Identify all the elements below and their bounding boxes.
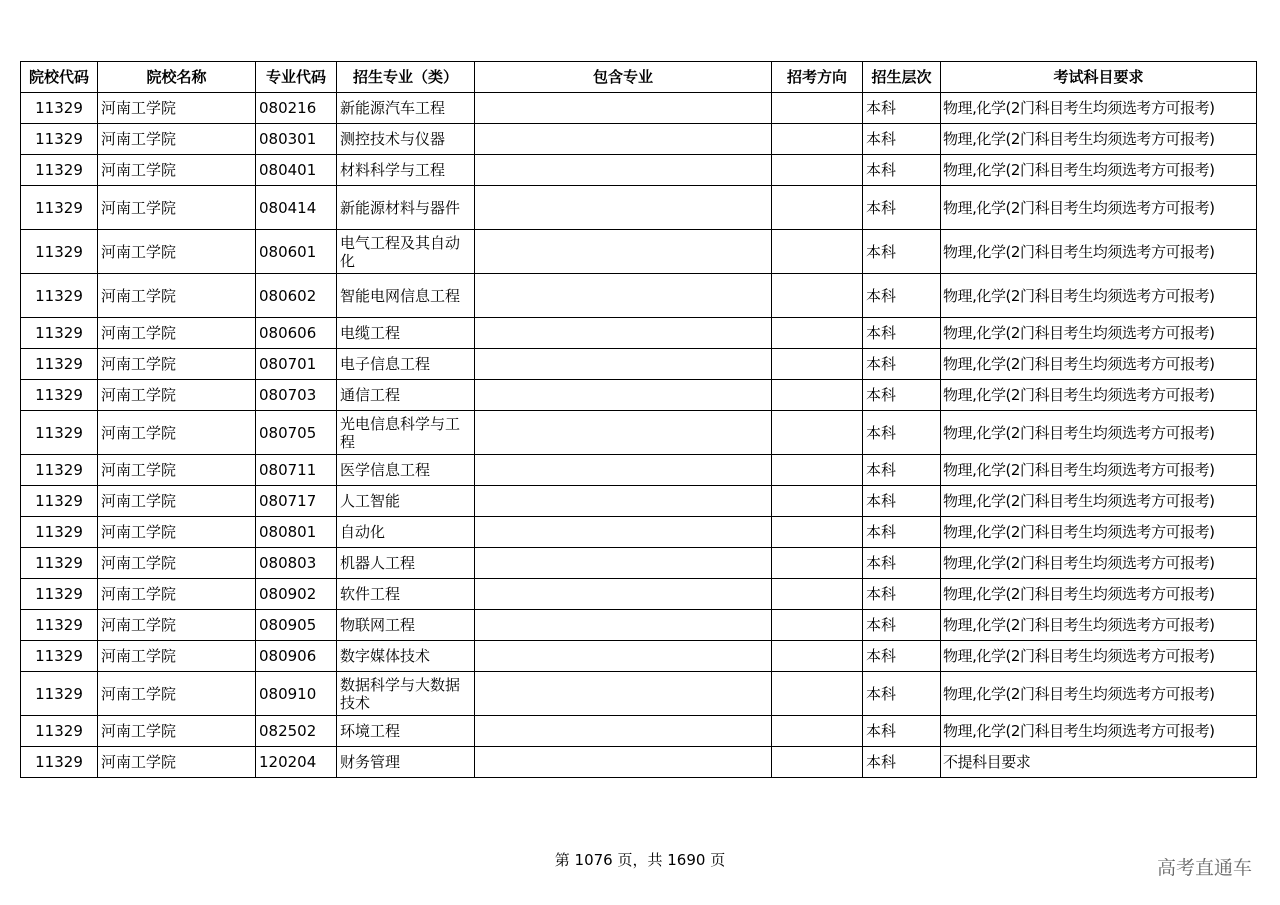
cell-subject-requirement: 物理,化学(2门科目考生均须选考方可报考) [941,548,1257,579]
cell-level: 本科 [863,349,941,380]
cell-subject-requirement: 物理,化学(2门科目考生均须选考方可报考) [941,93,1257,124]
enrollment-table [20,61,1257,778]
cell-major-code: 080414 [256,186,337,230]
table-row [21,672,1257,716]
cell-subject-requirement: 物理,化学(2门科目考生均须选考方可报考) [941,517,1257,548]
cell-school-name: 河南工学院 [98,641,256,672]
cell-direction [772,517,863,548]
cell-level: 本科 [863,517,941,548]
cell-included-majors [475,579,772,610]
cell-major-code: 080801 [256,517,337,548]
cell-major-code: 080401 [256,155,337,186]
cell-level: 本科 [863,641,941,672]
cell-included-majors [475,548,772,579]
cell-level: 本科 [863,672,941,716]
cell-major: 智能电网信息工程 [337,274,475,318]
cell-major: 光电信息科学与工程 [337,411,475,455]
cell-school-name: 河南工学院 [98,274,256,318]
cell-included-majors [475,641,772,672]
cell-included-majors [475,230,772,274]
cell-school-code: 11329 [21,579,98,610]
cell-direction [772,641,863,672]
cell-school-name: 河南工学院 [98,486,256,517]
header-level: 招生层次 [863,62,941,93]
cell-major-code: 080910 [256,672,337,716]
cell-included-majors [475,716,772,747]
cell-school-name: 河南工学院 [98,716,256,747]
table-row [21,349,1257,380]
cell-major: 数据科学与大数据技术 [337,672,475,716]
cell-included-majors [475,672,772,716]
cell-major-code: 082502 [256,716,337,747]
header-major-code: 专业代码 [256,62,337,93]
cell-major-code: 080601 [256,230,337,274]
cell-school-name: 河南工学院 [98,349,256,380]
table-header-row [21,62,1257,93]
table-row [21,124,1257,155]
cell-level: 本科 [863,124,941,155]
cell-school-code: 11329 [21,155,98,186]
cell-school-name: 河南工学院 [98,455,256,486]
cell-school-name: 河南工学院 [98,672,256,716]
cell-major: 机器人工程 [337,548,475,579]
cell-major-code: 080705 [256,411,337,455]
cell-school-name: 河南工学院 [98,610,256,641]
cell-school-code: 11329 [21,548,98,579]
cell-direction [772,230,863,274]
cell-subject-requirement: 物理,化学(2门科目考生均须选考方可报考) [941,486,1257,517]
cell-school-name: 河南工学院 [98,380,256,411]
cell-subject-requirement: 物理,化学(2门科目考生均须选考方可报考) [941,349,1257,380]
cell-direction [772,411,863,455]
cell-level: 本科 [863,486,941,517]
cell-subject-requirement: 物理,化学(2门科目考生均须选考方可报考) [941,318,1257,349]
cell-direction [772,610,863,641]
table-row [21,747,1257,778]
cell-major: 新能源材料与器件 [337,186,475,230]
cell-included-majors [475,155,772,186]
cell-school-code: 11329 [21,124,98,155]
cell-subject-requirement: 物理,化学(2门科目考生均须选考方可报考) [941,610,1257,641]
table-row [21,517,1257,548]
cell-school-name: 河南工学院 [98,548,256,579]
cell-level: 本科 [863,230,941,274]
cell-major-code: 080711 [256,455,337,486]
cell-included-majors [475,349,772,380]
cell-school-name: 河南工学院 [98,517,256,548]
table-row [21,579,1257,610]
cell-direction [772,716,863,747]
cell-school-code: 11329 [21,610,98,641]
cell-level: 本科 [863,716,941,747]
cell-major-code: 080216 [256,93,337,124]
cell-direction [772,486,863,517]
table-row [21,486,1257,517]
cell-level: 本科 [863,155,941,186]
cell-major: 电气工程及其自动化 [337,230,475,274]
cell-direction [772,93,863,124]
cell-level: 本科 [863,274,941,318]
cell-major: 测控技术与仪器 [337,124,475,155]
cell-major: 电子信息工程 [337,349,475,380]
cell-direction [772,318,863,349]
cell-subject-requirement: 物理,化学(2门科目考生均须选考方可报考) [941,274,1257,318]
table-row [21,93,1257,124]
cell-subject-requirement: 不提科目要求 [941,747,1257,778]
cell-major-code: 080602 [256,274,337,318]
cell-included-majors [475,747,772,778]
cell-subject-requirement: 物理,化学(2门科目考生均须选考方可报考) [941,186,1257,230]
header-subject-requirement: 考试科目要求 [941,62,1257,93]
header-direction: 招考方向 [772,62,863,93]
cell-subject-requirement: 物理,化学(2门科目考生均须选考方可报考) [941,230,1257,274]
cell-major: 新能源汽车工程 [337,93,475,124]
cell-direction [772,455,863,486]
cell-direction [772,380,863,411]
table-row [21,380,1257,411]
cell-direction [772,274,863,318]
cell-included-majors [475,93,772,124]
cell-school-code: 11329 [21,716,98,747]
cell-school-name: 河南工学院 [98,579,256,610]
cell-direction [772,672,863,716]
cell-school-code: 11329 [21,349,98,380]
cell-major: 物联网工程 [337,610,475,641]
cell-included-majors [475,124,772,155]
cell-school-code: 11329 [21,747,98,778]
cell-included-majors [475,274,772,318]
cell-direction [772,349,863,380]
cell-major-code: 120204 [256,747,337,778]
cell-school-name: 河南工学院 [98,747,256,778]
cell-direction [772,186,863,230]
cell-level: 本科 [863,318,941,349]
cell-school-code: 11329 [21,411,98,455]
cell-major: 自动化 [337,517,475,548]
table-row [21,230,1257,274]
cell-school-code: 11329 [21,93,98,124]
cell-school-code: 11329 [21,380,98,411]
table-row [21,610,1257,641]
cell-major: 软件工程 [337,579,475,610]
page-number: 第 1076 页，共 1690 页 [554,851,726,869]
cell-school-code: 11329 [21,455,98,486]
cell-level: 本科 [863,380,941,411]
cell-school-code: 11329 [21,641,98,672]
watermark: 高考直通车 [1156,857,1252,879]
cell-level: 本科 [863,411,941,455]
cell-direction [772,548,863,579]
cell-subject-requirement: 物理,化学(2门科目考生均须选考方可报考) [941,155,1257,186]
cell-major-code: 080803 [256,548,337,579]
cell-level: 本科 [863,455,941,486]
cell-major: 通信工程 [337,380,475,411]
cell-subject-requirement: 物理,化学(2门科目考生均须选考方可报考) [941,672,1257,716]
cell-level: 本科 [863,747,941,778]
cell-major-code: 080606 [256,318,337,349]
cell-direction [772,155,863,186]
cell-major: 电缆工程 [337,318,475,349]
header-school-name: 院校名称 [98,62,256,93]
cell-major: 人工智能 [337,486,475,517]
cell-major-code: 080301 [256,124,337,155]
cell-subject-requirement: 物理,化学(2门科目考生均须选考方可报考) [941,716,1257,747]
cell-subject-requirement: 物理,化学(2门科目考生均须选考方可报考) [941,455,1257,486]
table-row [21,641,1257,672]
cell-level: 本科 [863,579,941,610]
cell-school-name: 河南工学院 [98,411,256,455]
cell-major-code: 080701 [256,349,337,380]
cell-major: 财务管理 [337,747,475,778]
cell-included-majors [475,380,772,411]
cell-subject-requirement: 物理,化学(2门科目考生均须选考方可报考) [941,124,1257,155]
header-major: 招生专业（类） [337,62,475,93]
cell-subject-requirement: 物理,化学(2门科目考生均须选考方可报考) [941,411,1257,455]
cell-major: 环境工程 [337,716,475,747]
cell-major: 数字媒体技术 [337,641,475,672]
cell-major-code: 080902 [256,579,337,610]
cell-school-code: 11329 [21,318,98,349]
cell-included-majors [475,517,772,548]
cell-major-code: 080717 [256,486,337,517]
header-school-code: 院校代码 [21,62,98,93]
cell-school-code: 11329 [21,230,98,274]
cell-school-code: 11329 [21,486,98,517]
header-included-majors: 包含专业 [475,62,772,93]
cell-major: 医学信息工程 [337,455,475,486]
cell-school-name: 河南工学院 [98,318,256,349]
table-row [21,274,1257,318]
cell-level: 本科 [863,93,941,124]
cell-major-code: 080905 [256,610,337,641]
cell-included-majors [475,186,772,230]
table-row [21,455,1257,486]
cell-included-majors [475,318,772,349]
cell-subject-requirement: 物理,化学(2门科目考生均须选考方可报考) [941,641,1257,672]
table-row [21,548,1257,579]
cell-school-name: 河南工学院 [98,230,256,274]
cell-level: 本科 [863,610,941,641]
cell-included-majors [475,610,772,641]
cell-included-majors [475,455,772,486]
cell-subject-requirement: 物理,化学(2门科目考生均须选考方可报考) [941,579,1257,610]
cell-major: 材料科学与工程 [337,155,475,186]
cell-school-code: 11329 [21,274,98,318]
cell-level: 本科 [863,548,941,579]
table-row [21,716,1257,747]
cell-level: 本科 [863,186,941,230]
cell-school-code: 11329 [21,186,98,230]
cell-school-name: 河南工学院 [98,124,256,155]
cell-school-code: 11329 [21,517,98,548]
table-row [21,186,1257,230]
cell-included-majors [475,486,772,517]
cell-direction [772,124,863,155]
cell-major-code: 080906 [256,641,337,672]
cell-direction [772,747,863,778]
cell-school-code: 11329 [21,672,98,716]
cell-school-name: 河南工学院 [98,155,256,186]
cell-direction [772,579,863,610]
cell-school-name: 河南工学院 [98,93,256,124]
cell-major-code: 080703 [256,380,337,411]
cell-subject-requirement: 物理,化学(2门科目考生均须选考方可报考) [941,380,1257,411]
table-row [21,318,1257,349]
table-row [21,411,1257,455]
table-row [21,155,1257,186]
cell-school-name: 河南工学院 [98,186,256,230]
cell-included-majors [475,411,772,455]
